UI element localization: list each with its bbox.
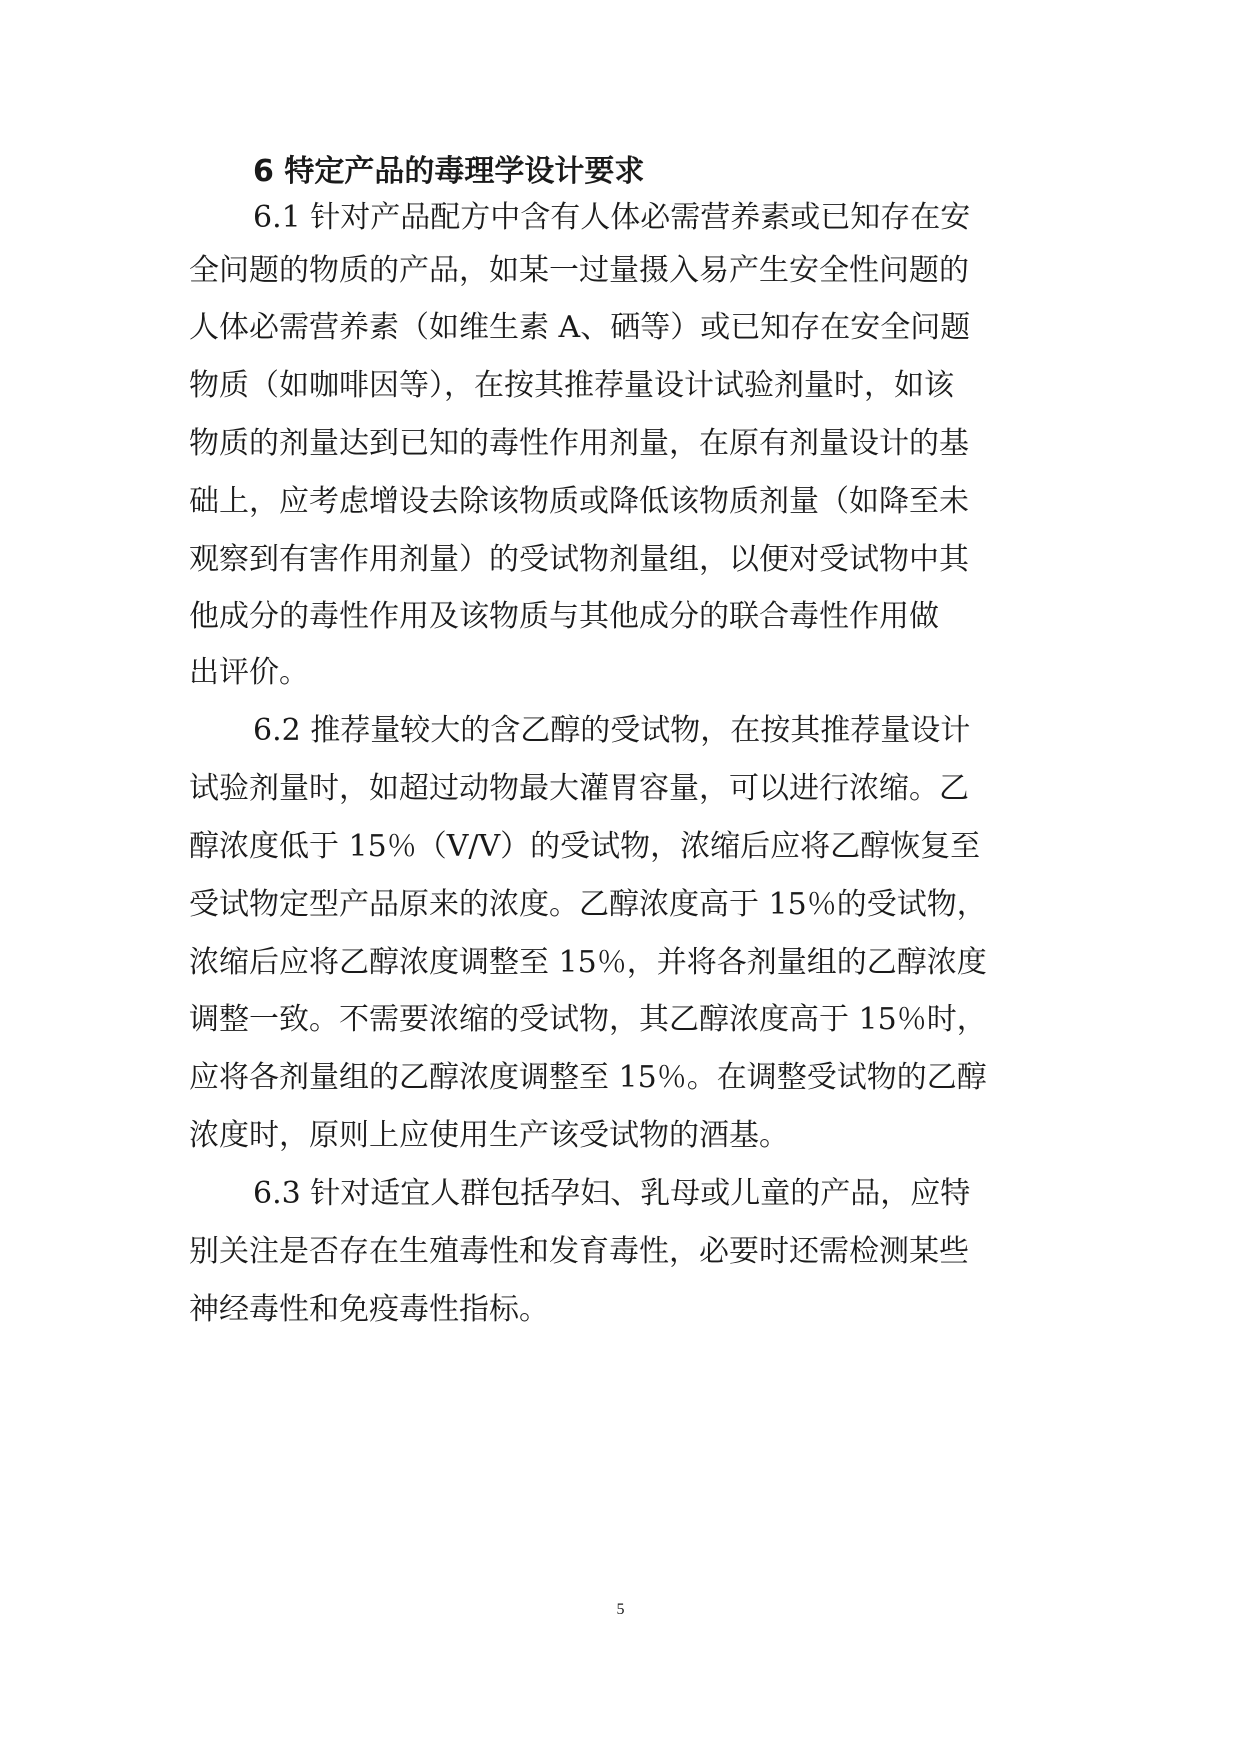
paragraph-line: 醇浓度低于 15％（V/V）的受试物，浓缩后应将乙醇恢复至 [189, 829, 981, 864]
page-number: 5 [616, 1601, 625, 1618]
paragraph-line: 浓度时，原则上应使用生产该受试物的酒基。 [189, 1118, 789, 1153]
paragraph-line: 他成分的毒性作用及该物质与其他成分的联合毒性作用做 [189, 599, 939, 634]
paragraph-line: 试验剂量时，如超过动物最大灌胃容量，可以进行浓缩。乙 [189, 771, 969, 806]
paragraph-line: 全问题的物质的产品，如某一过量摄入易产生安全性问题的 [189, 253, 969, 288]
paragraph-line: 别关注是否存在生殖毒性和发育毒性，必要时还需检测某些 [189, 1234, 969, 1269]
paragraph-line: 6.3 针对适宜人群包括孕妇、乳母或儿童的产品，应特 [253, 1176, 971, 1211]
section-heading: 6 特定产品的毒理学设计要求 [253, 154, 645, 189]
paragraph-line: 浓缩后应将乙醇浓度调整至 15％，并将各剂量组的乙醇浓度 [189, 945, 987, 980]
paragraph-line: 6.2 推荐量较大的含乙醇的受试物，在按其推荐量设计 [253, 713, 971, 748]
paragraph-line: 应将各剂量组的乙醇浓度调整至 15％。在调整受试物的乙醇 [189, 1060, 987, 1095]
paragraph-line: 物质（如咖啡因等），在按其推荐量设计试验剂量时，如该 [189, 368, 954, 403]
paragraph-line: 调整一致。不需要浓缩的受试物，其乙醇浓度高于 15％时， [189, 1002, 987, 1037]
paragraph-line: 出评价。 [189, 655, 309, 690]
paragraph-line: 人体必需营养素（如维生素 A、硒等）或已知存在安全问题 [189, 310, 971, 345]
paragraph-line: 础上，应考虑增设去除该物质或降低该物质剂量（如降至未 [189, 484, 969, 519]
paragraph-line: 物质的剂量达到已知的毒性作用剂量，在原有剂量设计的基 [189, 426, 969, 461]
paragraph-line: 受试物定型产品原来的浓度。乙醇浓度高于 15％的受试物， [189, 887, 987, 922]
paragraph-line: 神经毒性和免疫毒性指标。 [189, 1292, 549, 1327]
paragraph-line: 6.1 针对产品配方中含有人体必需营养素或已知存在安 [253, 200, 971, 235]
paragraph-line: 观察到有害作用剂量）的受试物剂量组，以便对受试物中其 [189, 542, 969, 577]
